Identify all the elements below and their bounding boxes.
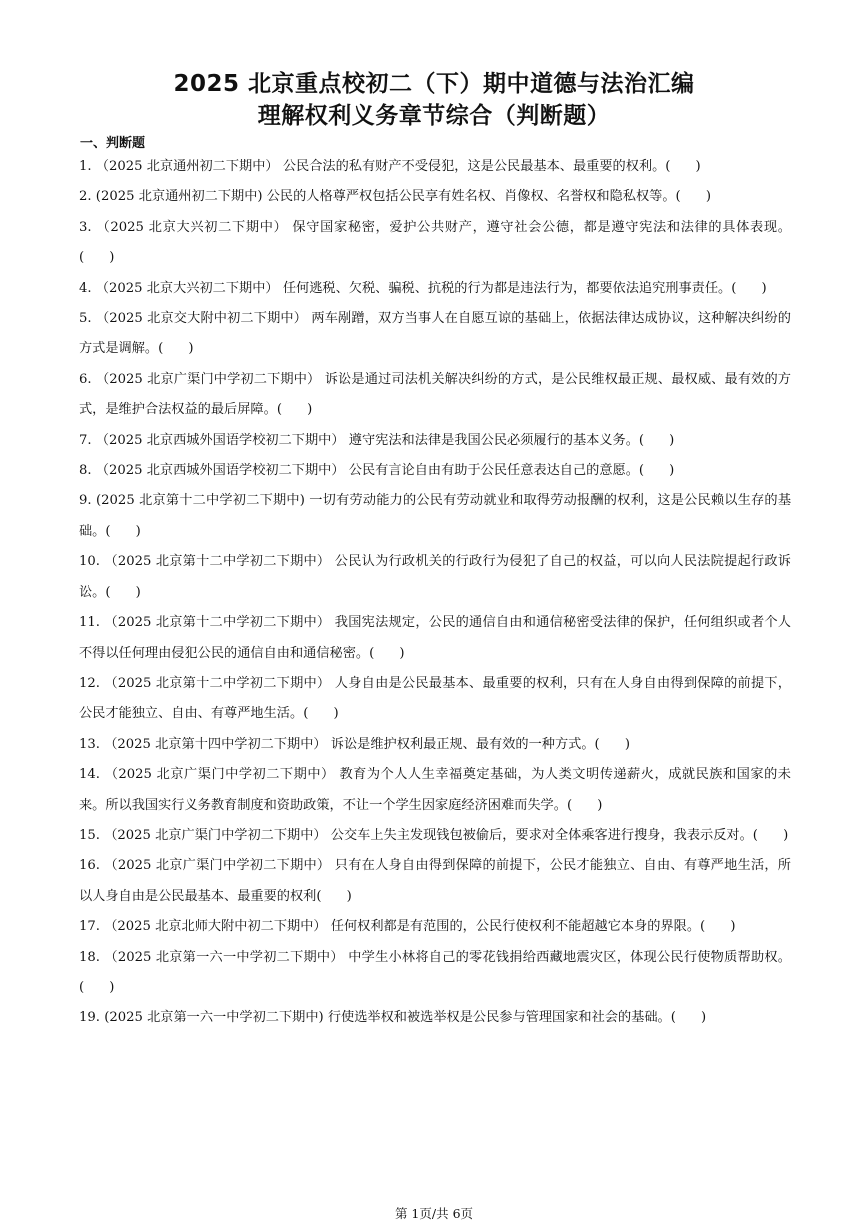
question-source: （2025 北京西城外国语学校初二下期中）	[95, 432, 345, 448]
question-number: 6.	[79, 371, 92, 387]
question-source: （2025 北京第十二中学初二下期中）	[104, 554, 331, 570]
question-text: 任何权利都是有范围的，公民行使权利不能超越它本身的界限。	[330, 919, 701, 935]
question-number: 15.	[79, 827, 100, 843]
question-text: 中学生小林将自己的零花钱捐给西藏地震灾区，体现公民行使物质帮助权。	[348, 949, 791, 965]
question-item	[79, 456, 791, 486]
question-text: 公民认为行政机关的行政行为侵犯了自己的权益，可以向人民法院提起行政诉讼。	[79, 554, 791, 600]
question-text: 公民有言论自由有助于公民任意表达自己的意愿。	[348, 463, 639, 479]
question-source: （2025 北京第十二中学初二下期中）	[104, 615, 331, 631]
question-item	[79, 669, 791, 730]
question-text: 教育为个人人生幸福奠定基础，为人类文明传递薪火，成就民族和国家的未来。所以我国实行义务教育制度和资助政策，不让一个学生因家庭经济困难而失学。	[79, 767, 791, 813]
question-text: 两车剐蹭，双方当事人在自愿互谅的基础上，依据法律达成协议，这种解决纠纷的方式是调解。	[79, 311, 791, 357]
question-number: 1.	[79, 159, 92, 174]
answer-blank: ( )	[638, 432, 675, 448]
question-text: 我国宪法规定，公民的通信自由和通信秘密受法律的保护，任何组织或者个人不得以任何理由侵犯公民的通信自由和通信秘密。	[79, 615, 791, 661]
question-number: 9.	[79, 493, 92, 509]
answer-blank: ( )	[105, 523, 141, 539]
question-text: 任何逃税、欠税、骗税、抗税的行为都是违法行为，都要依法追究刑事责任。	[282, 280, 732, 296]
question-number: 19.	[79, 1010, 100, 1026]
question-text: 人身自由是公民最基本、最重要的权利，只有在人身自由得到保障的前提下，公民才能独立、自由、有尊严地生活。	[79, 675, 791, 722]
answer-blank: ( )	[158, 341, 194, 357]
page-footer: 第 1页/共 6页	[394, 1206, 474, 1221]
question-number: 17.	[79, 919, 100, 935]
question-number: 18.	[79, 949, 100, 965]
question-text: 公民的人格尊严权包括公民享有姓名权、肖像权、名誉权和隐私权等。	[266, 189, 676, 205]
question-source: （2025 北京广渠门中学初二下期中）	[104, 827, 327, 843]
question-number: 10.	[79, 554, 100, 570]
question-number: 12.	[79, 675, 100, 691]
question-number: 13.	[79, 736, 100, 752]
question-text: 诉讼是通过司法机关解决纠纷的方式，是公民维权最正规、最权威、最有效的方式，是维护合法权益的最后屏障。	[79, 371, 791, 418]
question-source: （2025 北京第十四中学初二下期中）	[104, 736, 327, 752]
document-title-line1: 2025 北京重点校初二（下）期中道德与法治汇编	[173, 71, 695, 97]
question-source: （2025 北京通州初二下期中）	[95, 159, 279, 174]
question-text: 只有在人身自由得到保障的前提下，公民才能独立、自由、有尊严地生活，所以人身自由是公民最基本、最重要的权利	[79, 858, 791, 904]
answer-blank: ( )	[638, 463, 675, 479]
question-number: 14.	[79, 767, 100, 783]
question-item	[79, 426, 791, 456]
answer-blank: ( )	[594, 736, 630, 752]
question-number: 4.	[79, 280, 92, 296]
question-item	[79, 1003, 791, 1033]
question-source: （2025 北京广渠门中学初二下期中）	[104, 858, 331, 874]
question-source: （2025 北京大兴初二下期中）	[96, 219, 288, 235]
answer-blank: ( )	[675, 189, 711, 205]
question-number: 2.	[79, 189, 92, 205]
question-number: 11.	[79, 615, 100, 631]
question-source: （2025 北京交大附中初二下期中）	[95, 311, 308, 327]
answer-blank: ( )	[731, 280, 767, 296]
question-source: （2025 北京广渠门中学初二下期中）	[104, 767, 335, 783]
question-text: 一切有劳动能力的公民有劳动就业和取得劳动报酬的权利，这是公民赖以生存的基础。	[79, 493, 792, 539]
answer-blank: ( )	[79, 979, 115, 995]
answer-blank: ( )	[670, 1010, 707, 1026]
question-item	[79, 608, 791, 669]
question-number: 7.	[79, 432, 92, 448]
question-source: （2025 北京第十二中学初二下期中）	[104, 675, 331, 691]
answer-blank: ( )	[303, 706, 339, 722]
answer-blank: ( )	[316, 888, 352, 904]
question-source: (2025 北京第一六一中学初二下期中)	[104, 1010, 324, 1026]
question-item	[79, 274, 791, 304]
question-source: （2025 北京北师大附中初二下期中）	[104, 919, 327, 935]
question-item	[79, 304, 791, 365]
question-text: 保守国家秘密，爱护公共财产，遵守社会公德，都是遵守宪法和法律的具体表现。	[292, 219, 791, 235]
answer-blank: ( )	[79, 250, 115, 266]
answer-blank: ( )	[276, 402, 313, 418]
answer-blank: ( )	[566, 797, 603, 813]
question-text: 行使选举权和被选举权是公民参与管理国家和社会的基础。	[327, 1010, 671, 1026]
question-number: 16.	[79, 858, 100, 874]
answer-blank: ( )	[369, 645, 405, 661]
question-text: 遵守宪法和法律是我国公民必须履行的基本义务。	[348, 432, 639, 448]
question-number: 8.	[79, 463, 92, 479]
question-item	[79, 943, 791, 1004]
question-text: 公交车上失主发现钱包被偷后，要求对全体乘客进行搜身，我表示反对。	[330, 827, 753, 843]
question-text: 公民合法的私有财产不受侵犯，这是公民最基本、最重要的权利。	[282, 159, 666, 174]
answer-blank: ( )	[752, 827, 789, 843]
question-source: （2025 北京第一六一中学初二下期中）	[104, 949, 344, 965]
question-number: 3.	[79, 219, 92, 235]
question-source: （2025 北京广渠门中学初二下期中）	[95, 371, 321, 387]
document-title-line2: 理解权利义务章节综合（判断题）	[257, 103, 611, 129]
section-heading: 一、判断题	[80, 136, 146, 151]
question-source: (2025 北京第十二中学初二下期中)	[96, 493, 305, 509]
question-item	[79, 152, 791, 182]
question-item	[79, 182, 791, 212]
question-item	[79, 851, 791, 912]
question-source: (2025 北京通州初二下期中)	[95, 189, 263, 205]
question-list	[79, 152, 791, 1034]
question-item	[79, 730, 791, 760]
question-item	[79, 760, 791, 821]
question-item	[79, 547, 791, 608]
answer-blank: ( )	[105, 584, 141, 600]
question-item	[79, 213, 791, 274]
question-item	[79, 486, 791, 547]
question-text: 诉讼是维护权利最正规、最有效的一种方式。	[330, 736, 595, 752]
answer-blank: ( )	[700, 919, 736, 935]
question-item	[79, 821, 791, 851]
question-source: （2025 北京西城外国语学校初二下期中）	[95, 463, 345, 479]
question-number: 5.	[79, 311, 92, 327]
question-source: （2025 北京大兴初二下期中）	[95, 280, 279, 296]
answer-blank: ( )	[665, 159, 701, 174]
question-item	[79, 365, 791, 426]
question-item	[79, 912, 791, 942]
